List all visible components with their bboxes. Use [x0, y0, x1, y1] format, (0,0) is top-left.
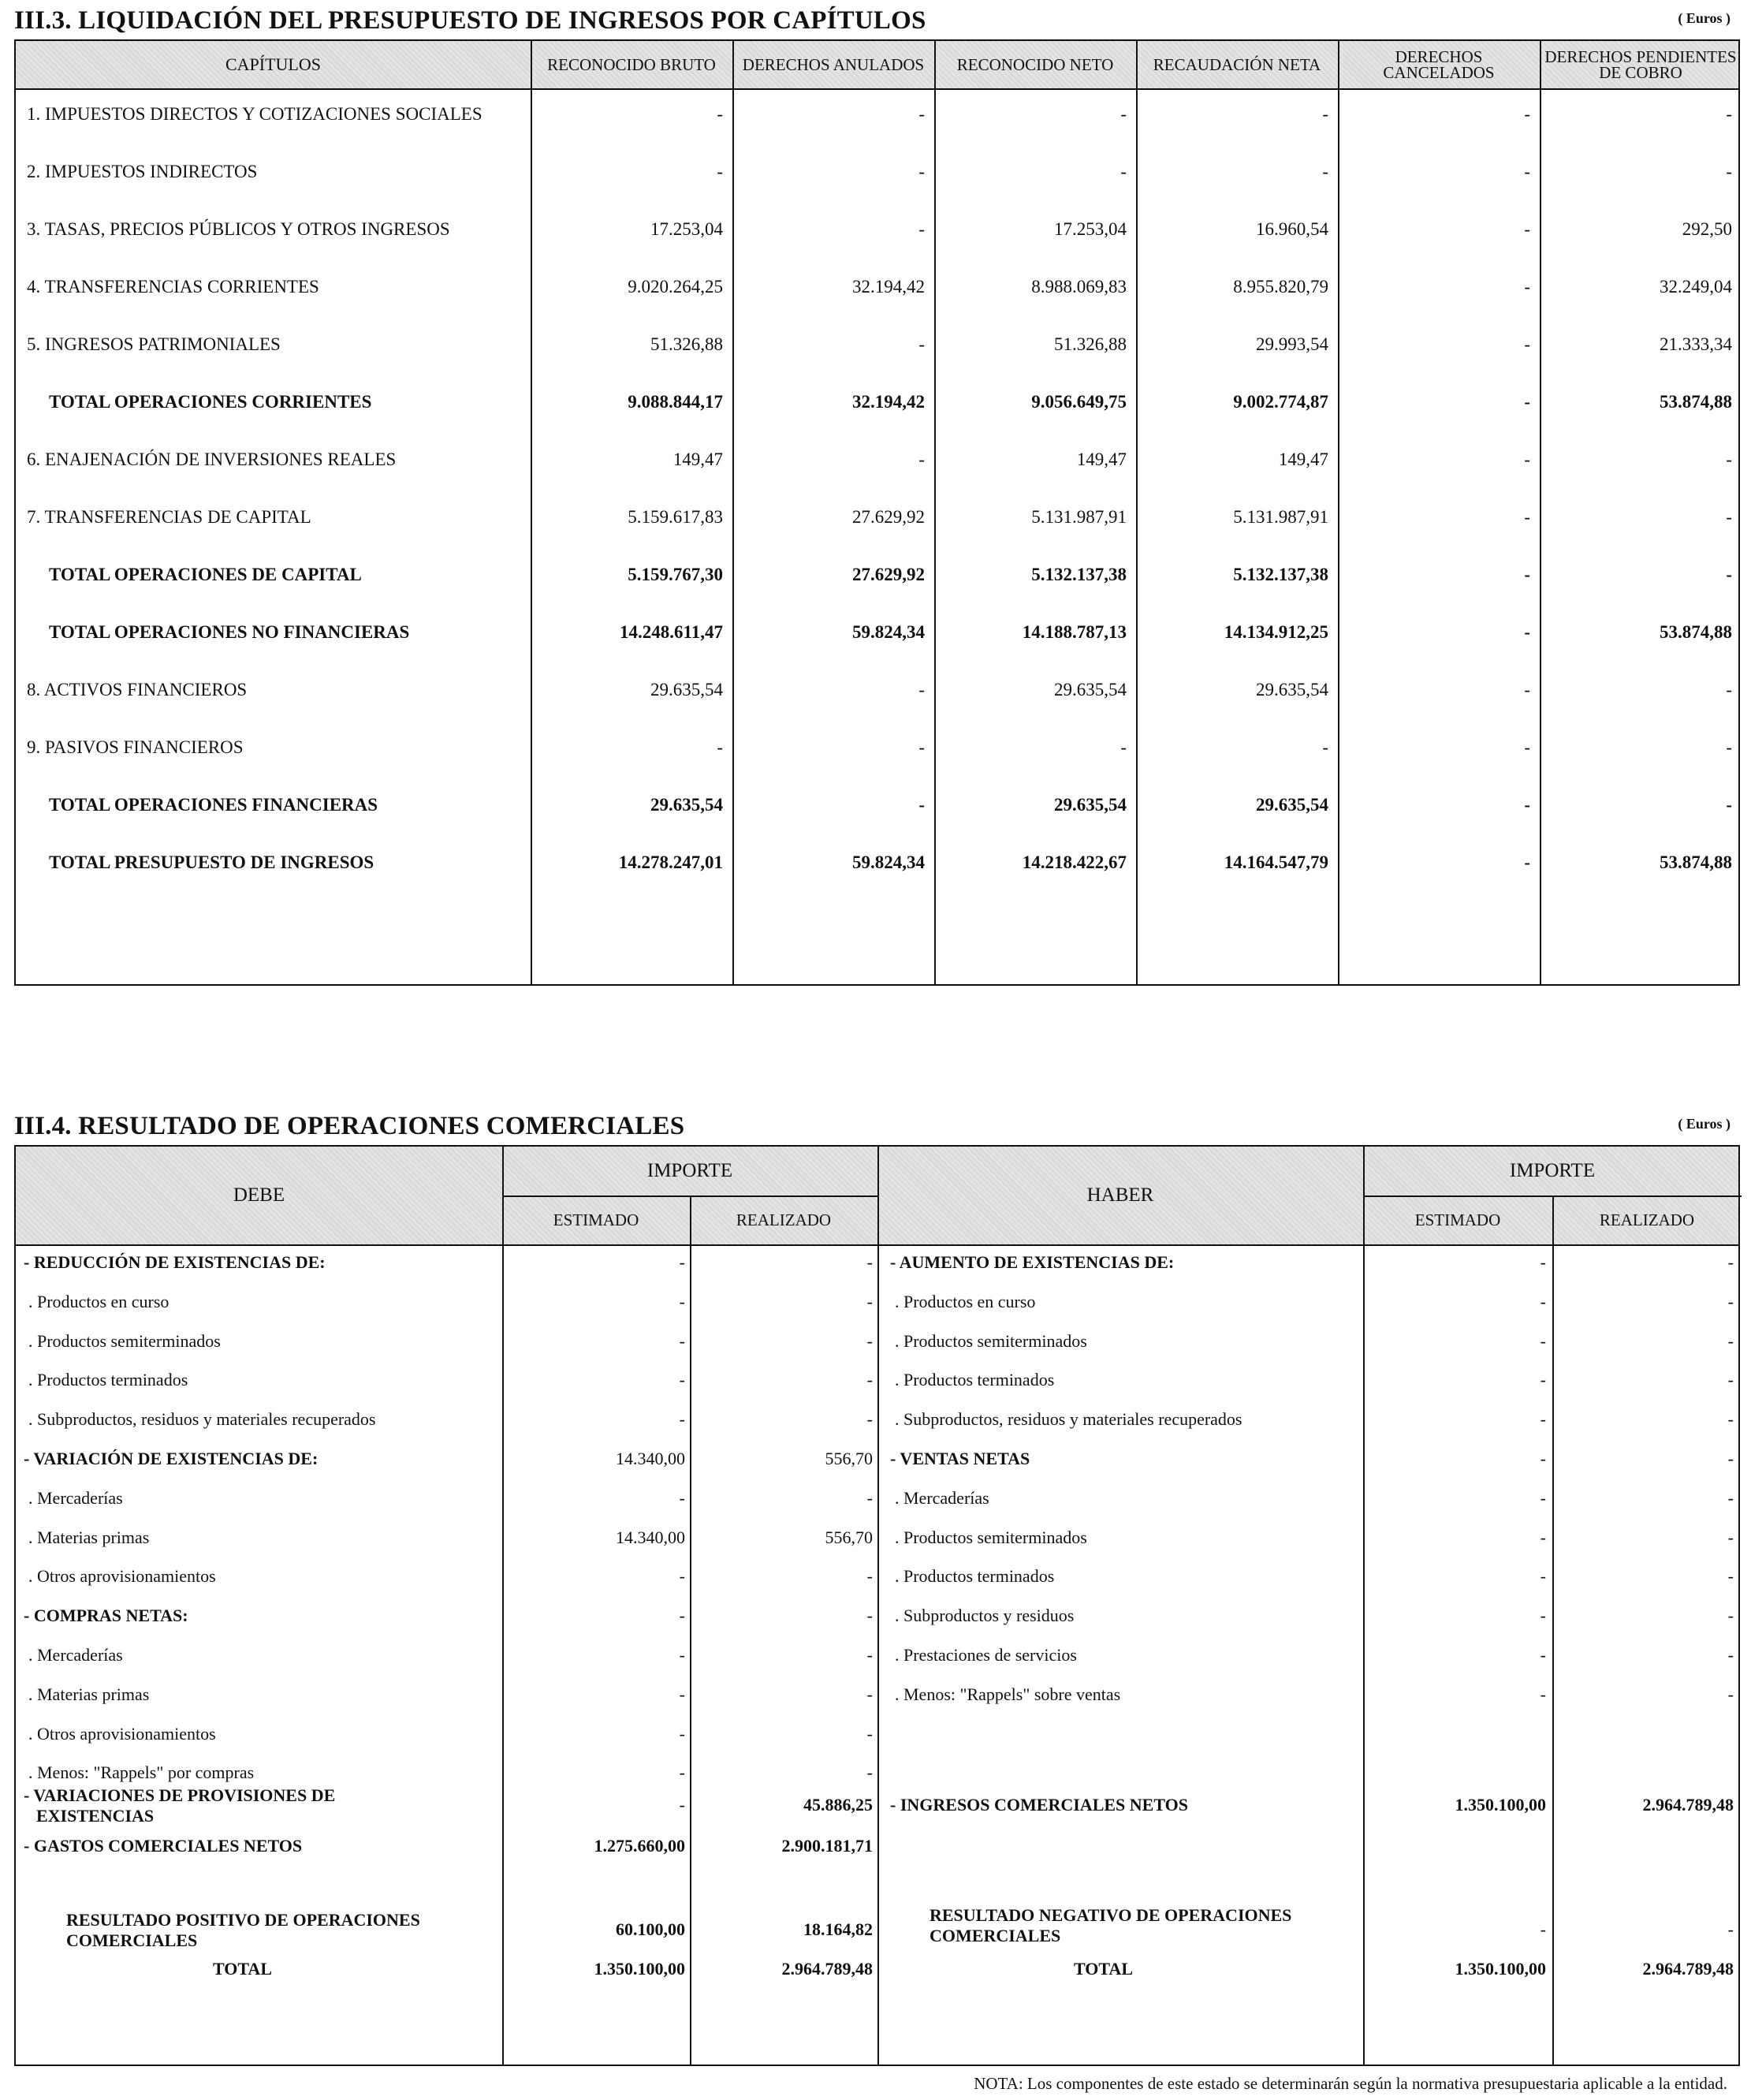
chapter-row-label: 6. ENAJENACIÓN DE INVERSIONES REALES [27, 449, 397, 469]
footnote: NOTA: Los componentes de este estado se determinarán según la normativa presupuestaria aplicable a la entidad. [974, 2074, 1727, 2093]
debe-estimado-cell: - [679, 1488, 685, 1508]
debe-estimado-cell: - [679, 1252, 685, 1272]
debe-realizado-cell: - [866, 1606, 873, 1625]
section1-title: III.3. LIQUIDACIÓN DEL PRESUPUESTO DE INGRESOS POR CAPÍTULOS [14, 6, 926, 35]
haber-row-label: - AUMENTO DE EXISTENCIAS DE: [890, 1252, 1175, 1272]
value-cell: - [1726, 449, 1732, 469]
debe-realizado-cell: - [866, 1370, 873, 1389]
value-cell: - [1524, 277, 1530, 297]
value-cell: - [918, 334, 925, 354]
haber-row-label: . Productos semiterminados [895, 1527, 1087, 1547]
importe-header-haber: IMPORTE [1509, 1160, 1596, 1181]
column-header: DERECHOS PENDIENTES DE COBRO [1544, 47, 1737, 82]
debe-row-label: . Subproductos, residuos y materiales recuperados [28, 1409, 376, 1429]
debe-row-label: . Otros aprovisionamientos [28, 1566, 216, 1586]
value-cell: 14.188.787,13 [1022, 622, 1127, 642]
debe-estimado-cell: - [679, 1331, 685, 1351]
haber-realizado-cell: - [1727, 1370, 1734, 1389]
haber-resultado-line1: RESULTADO NEGATIVO DE OPERACIONES [930, 1905, 1292, 1925]
value-cell: 17.253,04 [650, 219, 723, 239]
column-header: RECONOCIDO BRUTO [547, 55, 716, 74]
col-divider [690, 1195, 691, 2065]
column-header: RECAUDACIÓN NETA [1153, 55, 1321, 74]
value-cell: - [1726, 795, 1732, 815]
value-cell: 27.629,92 [852, 507, 925, 527]
debe-row-label: . Otros aprovisionamientos [28, 1724, 216, 1744]
debe-estimado-cell: - [679, 1606, 685, 1625]
chapter-row-label: 9. PASIVOS FINANCIEROS [27, 737, 244, 757]
value-cell: - [1726, 104, 1732, 124]
value-cell: 149,47 [1278, 449, 1328, 469]
haber-realizado-cell: - [1727, 1252, 1734, 1272]
debe-estimado-cell: - [679, 1566, 685, 1586]
value-cell: - [1524, 449, 1530, 469]
value-cell: 9.088.844,17 [628, 392, 723, 412]
debe-total-label: TOTAL [213, 1959, 272, 1979]
haber-total-label: TOTAL [1074, 1959, 1133, 1979]
col-divider [1540, 41, 1541, 984]
chapter-row-label: 1. IMPUESTOS DIRECTOS Y COTIZACIONES SOCIALES [27, 104, 482, 124]
debe-estimado-cell: 14.340,00 [616, 1527, 685, 1547]
commercial-operations-table [14, 1145, 1740, 2066]
value-cell: - [1120, 737, 1127, 757]
value-cell: 59.824,34 [852, 622, 925, 642]
value-cell: 14.218.422,67 [1022, 852, 1127, 872]
haber-estimado-cell: - [1540, 1370, 1546, 1389]
haber-row-label: . Prestaciones de servicios [895, 1645, 1077, 1665]
chapter-row-label: 5. INGRESOS PATRIMONIALES [27, 334, 281, 354]
value-cell: 14.134.912,25 [1224, 622, 1328, 642]
haber-row-label: . Productos en curso [895, 1292, 1036, 1311]
value-cell: - [1524, 392, 1530, 412]
debe-realizado-cell: - [866, 1409, 873, 1429]
haber-header: HABER [1086, 1184, 1154, 1206]
value-cell: 59.824,34 [852, 852, 925, 872]
value-cell: 32.194,42 [852, 277, 925, 297]
value-cell: - [1726, 507, 1732, 527]
debe-estimado-cell: - [679, 1645, 685, 1665]
haber-total-est: 1.350.100,00 [1455, 1959, 1546, 1979]
haber-estimado-cell: - [1540, 1606, 1546, 1625]
debe-total-real: 2.964.789,48 [781, 1959, 873, 1979]
col-divider [1338, 41, 1339, 984]
column-header: RECONOCIDO NETO [956, 55, 1114, 74]
value-cell: - [717, 104, 723, 124]
debe-gastos-label: - GASTOS COMERCIALES NETOS [24, 1836, 303, 1856]
chapter-row-label: 7. TRANSFERENCIAS DE CAPITAL [27, 507, 311, 527]
value-cell: - [1524, 565, 1530, 584]
budget-income-table [14, 39, 1740, 986]
haber-estimado-cell: - [1540, 1566, 1546, 1586]
debe-total-est: 1.350.100,00 [594, 1959, 685, 1979]
debe-realizado-cell: - [866, 1684, 873, 1704]
value-cell: - [717, 737, 723, 757]
value-cell: 21.333,34 [1660, 334, 1732, 354]
col-divider [1552, 1195, 1554, 2065]
haber-resultado-line2: COMERCIALES [930, 1926, 1061, 1945]
debe-estimado-cell: - [679, 1370, 685, 1389]
value-cell: 17.253,04 [1054, 219, 1127, 239]
value-cell: - [918, 104, 925, 124]
value-cell: 53.874,88 [1660, 852, 1732, 872]
debe-resultado-est: 60.100,00 [616, 1919, 685, 1939]
debe-row-label: . Mercaderías [28, 1645, 123, 1665]
haber-realizado-cell: - [1727, 1684, 1734, 1704]
debe-realizado-cell: 556,70 [825, 1527, 873, 1547]
value-cell: - [918, 219, 925, 239]
value-cell: - [1524, 795, 1530, 815]
haber-estimado-cell: - [1540, 1645, 1546, 1665]
debe-estimado-cell: - [679, 1292, 685, 1311]
debe-gastos-est: 1.275.660,00 [594, 1836, 685, 1856]
col-divider [1136, 41, 1138, 984]
haber-ingresos-est: 1.350.100,00 [1455, 1795, 1546, 1815]
total-row-label: TOTAL OPERACIONES DE CAPITAL [49, 565, 362, 584]
importe-header-debe: IMPORTE [646, 1160, 733, 1181]
total-row-label: TOTAL PRESUPUESTO DE INGRESOS [49, 852, 374, 872]
value-cell: 5.132.137,38 [1233, 565, 1328, 584]
section2-title: III.4. RESULTADO DE OPERACIONES COMERCIALES [14, 1112, 685, 1140]
value-cell: 51.326,88 [650, 334, 723, 354]
chapter-row-label: 3. TASAS, PRECIOS PÚBLICOS Y OTROS INGRESOS [27, 219, 450, 239]
haber-realizado-cell: - [1727, 1527, 1734, 1547]
col-divider [732, 41, 734, 984]
value-cell: - [1524, 737, 1530, 757]
chapter-row-label: 2. IMPUESTOS INDIRECTOS [27, 162, 258, 181]
value-cell: 14.248.611,47 [620, 622, 723, 642]
haber-realizado-cell: - [1727, 1606, 1734, 1625]
debe-estimado-cell: 14.340,00 [616, 1449, 685, 1468]
debe-realizado-cell: - [866, 1331, 873, 1351]
debe-realizado-cell: - [866, 1488, 873, 1508]
value-cell: - [918, 162, 925, 181]
haber-estimado-cell: - [1540, 1331, 1546, 1351]
value-cell: 14.278.247,01 [618, 852, 723, 872]
col-divider [877, 1147, 879, 2065]
chapter-row-label: 4. TRANSFERENCIAS CORRIENTES [27, 277, 319, 297]
value-cell: - [1524, 104, 1530, 124]
col-divider [1363, 1147, 1365, 2065]
debe-realizado-cell: - [866, 1724, 873, 1744]
value-cell: 5.159.617,83 [628, 507, 723, 527]
value-cell: 29.635,54 [650, 680, 723, 699]
debe-realizado-cell: 556,70 [825, 1449, 873, 1468]
debe-realizado-cell: - [866, 1566, 873, 1586]
debe-realizado-cell: - [866, 1252, 873, 1272]
debe-estimado-cell: - [679, 1684, 685, 1704]
debe-realizado-cell: - [866, 1292, 873, 1311]
value-cell: - [1120, 162, 1127, 181]
col-divider [502, 1147, 504, 2065]
haber-estimado-cell: - [1540, 1684, 1546, 1704]
value-cell: - [1726, 737, 1732, 757]
haber-row-label: . Subproductos y residuos [895, 1606, 1075, 1625]
value-cell: 53.874,88 [1660, 622, 1732, 642]
debe-resultado-line1: RESULTADO POSITIVO DE OPERACIONES [66, 1910, 420, 1930]
value-cell: - [918, 795, 925, 815]
haber-row-label: . Productos terminados [895, 1566, 1055, 1586]
value-cell: 5.132.137,38 [1031, 565, 1127, 584]
value-cell: - [918, 737, 925, 757]
chapter-row-label: 8. ACTIVOS FINANCIEROS [27, 680, 248, 699]
total-row-label: TOTAL OPERACIONES NO FINANCIERAS [49, 622, 410, 642]
value-cell: 14.164.547,79 [1224, 852, 1328, 872]
haber-realizado-cell: - [1727, 1331, 1734, 1351]
haber-row-label: . Subproductos, residuos y materiales recuperados [895, 1409, 1242, 1429]
debe-row-label: . Productos en curso [28, 1292, 170, 1311]
haber-estimado-cell: - [1540, 1488, 1546, 1508]
haber-realizado-cell: - [1727, 1488, 1734, 1508]
value-cell: 29.635,54 [650, 795, 723, 815]
value-cell: - [1322, 162, 1328, 181]
column-header: DERECHOS ANULADOS [742, 55, 925, 74]
value-cell: - [1120, 104, 1127, 124]
debe-var-prov-est: - [679, 1795, 685, 1815]
debe-realizado-cell: - [866, 1645, 873, 1665]
value-cell: - [1524, 680, 1530, 699]
value-cell: 16.960,54 [1256, 219, 1328, 239]
debe-row-label: - REDUCCIÓN DE EXISTENCIAS DE: [24, 1252, 326, 1272]
total-row-label: TOTAL OPERACIONES CORRIENTES [49, 392, 372, 412]
realizado-header-haber: REALIZADO [1599, 1210, 1695, 1229]
haber-row-label: - VENTAS NETAS [890, 1449, 1030, 1468]
debe-row-label: . Mercaderías [28, 1488, 123, 1508]
debe-row-label: . Materias primas [28, 1684, 150, 1704]
debe-var-prov-line1: - VARIACIONES DE PROVISIONES DE [24, 1785, 336, 1805]
debe-estimado-cell: - [679, 1762, 685, 1782]
value-cell: - [1726, 680, 1732, 699]
debe-resultado-real: 18.164,82 [803, 1919, 873, 1939]
debe-var-prov-line2: EXISTENCIAS [36, 1806, 155, 1826]
section2-unit: ( Euros ) [1678, 1116, 1731, 1132]
value-cell: 53.874,88 [1660, 392, 1732, 412]
haber-estimado-cell: - [1540, 1409, 1546, 1429]
value-cell: 51.326,88 [1054, 334, 1127, 354]
estimado-header-haber: ESTIMADO [1414, 1210, 1501, 1229]
haber-row-label: . Productos terminados [895, 1370, 1055, 1389]
value-cell: 8.988.069,83 [1031, 277, 1127, 297]
value-cell: - [1726, 565, 1732, 584]
col-divider [531, 41, 532, 984]
value-cell: 149,47 [672, 449, 723, 469]
debe-row-label: . Productos semiterminados [28, 1331, 221, 1351]
value-cell: - [918, 680, 925, 699]
debe-resultado-line2: COMERCIALES [66, 1930, 198, 1950]
haber-row-label: . Productos semiterminados [895, 1331, 1087, 1351]
value-cell: 5.131.987,91 [1233, 507, 1328, 527]
estimado-header-debe: ESTIMADO [553, 1210, 639, 1229]
value-cell: 9.020.264,25 [628, 277, 723, 297]
col-divider [934, 41, 936, 984]
value-cell: - [1322, 104, 1328, 124]
debe-row-label: - COMPRAS NETAS: [24, 1606, 188, 1625]
haber-realizado-cell: - [1727, 1449, 1734, 1468]
haber-ingresos-real: 2.964.789,48 [1642, 1795, 1734, 1815]
value-cell: 27.629,92 [852, 565, 925, 584]
value-cell: 29.635,54 [1256, 680, 1328, 699]
value-cell: 32.249,04 [1660, 277, 1732, 297]
value-cell: 149,47 [1076, 449, 1127, 469]
debe-estimado-cell: - [679, 1724, 685, 1744]
value-cell: - [1524, 622, 1530, 642]
haber-estimado-cell: - [1540, 1292, 1546, 1311]
column-header: DERECHOS CANCELADOS [1383, 47, 1495, 82]
value-cell: 9.002.774,87 [1233, 392, 1328, 412]
value-cell: 5.159.767,30 [628, 565, 723, 584]
value-cell: - [717, 162, 723, 181]
value-cell: - [1524, 219, 1530, 239]
haber-row-label: . Mercaderías [895, 1488, 989, 1508]
debe-row-label: . Productos terminados [28, 1370, 188, 1389]
value-cell: 5.131.987,91 [1031, 507, 1127, 527]
debe-header: DEBE [233, 1184, 285, 1206]
value-cell: - [1524, 162, 1530, 181]
value-cell: 29.635,54 [1054, 795, 1127, 815]
realizado-header-debe: REALIZADO [736, 1210, 832, 1229]
haber-estimado-cell: - [1540, 1527, 1546, 1547]
debe-row-label: - VARIACIÓN DE EXISTENCIAS DE: [24, 1449, 319, 1468]
haber-row-label: . Menos: "Rappels" sobre ventas [895, 1684, 1121, 1704]
debe-estimado-cell: - [679, 1409, 685, 1429]
value-cell: 29.635,54 [1054, 680, 1127, 699]
value-cell: - [1524, 334, 1530, 354]
haber-estimado-cell: - [1540, 1252, 1546, 1272]
debe-row-label: . Materias primas [28, 1527, 150, 1547]
value-cell: - [1524, 507, 1530, 527]
debe-var-prov-real: 45.886,25 [803, 1795, 873, 1815]
haber-resultado-real: - [1727, 1919, 1734, 1939]
value-cell: 32.194,42 [852, 392, 925, 412]
haber-realizado-cell: - [1727, 1292, 1734, 1311]
haber-ingresos-label: - INGRESOS COMERCIALES NETOS [890, 1795, 1188, 1815]
section1-unit: ( Euros ) [1678, 10, 1731, 26]
value-cell: - [1524, 852, 1530, 872]
debe-realizado-cell: - [866, 1762, 873, 1782]
haber-total-real: 2.964.789,48 [1642, 1959, 1734, 1979]
debe-gastos-real: 2.900.181,71 [781, 1836, 873, 1856]
haber-estimado-cell: - [1540, 1449, 1546, 1468]
value-cell: 9.056.649,75 [1031, 392, 1127, 412]
value-cell: 8.955.820,79 [1233, 277, 1328, 297]
column-header: CAPÍTULOS [225, 54, 321, 74]
value-cell: 29.993,54 [1256, 334, 1328, 354]
haber-realizado-cell: - [1727, 1409, 1734, 1429]
haber-realizado-cell: - [1727, 1645, 1734, 1665]
haber-realizado-cell: - [1727, 1566, 1734, 1586]
value-cell: - [1726, 162, 1732, 181]
haber-resultado-est: - [1540, 1919, 1546, 1939]
value-cell: 29.635,54 [1256, 795, 1328, 815]
value-cell: 292,50 [1682, 219, 1732, 239]
debe-row-label: . Menos: "Rappels" por compras [28, 1762, 255, 1782]
total-row-label: TOTAL OPERACIONES FINANCIERAS [49, 795, 378, 815]
value-cell: - [1322, 737, 1328, 757]
value-cell: - [918, 449, 925, 469]
